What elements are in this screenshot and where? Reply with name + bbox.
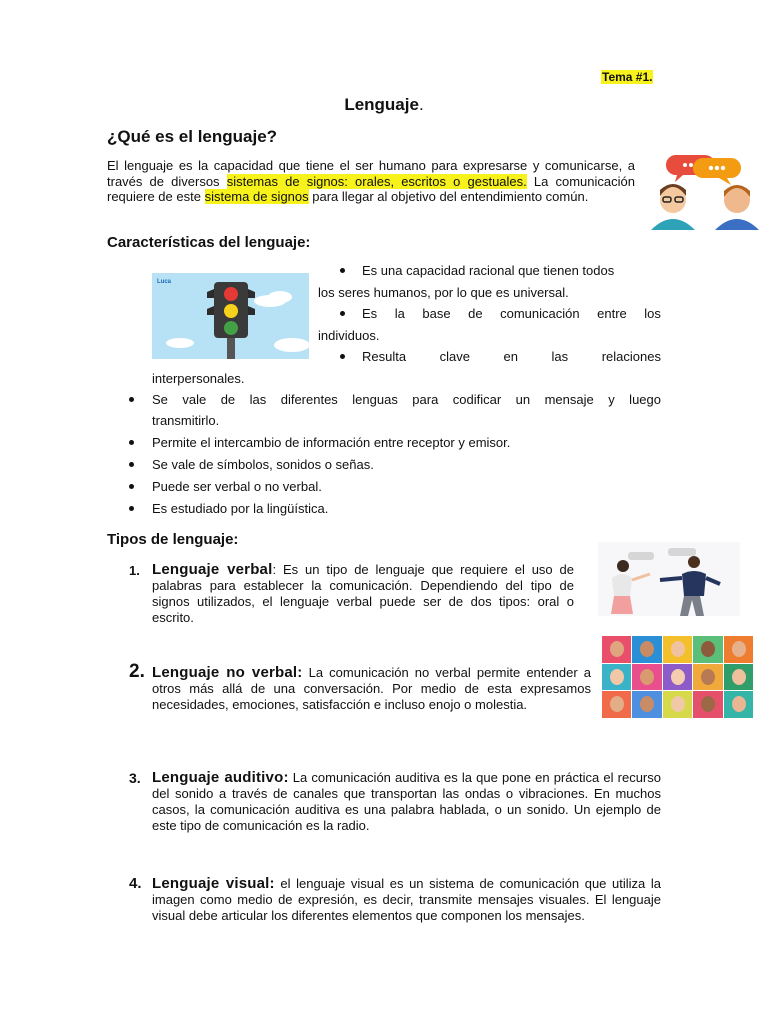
face-tile [724, 691, 753, 718]
word: en [503, 349, 518, 364]
type-4-text: el lenguaje visual es un sistema de comunicación que utiliza la imagen como medio de expresión, es decir, transmite mensajes visuales. El lenguaje visual debe articular los diferentes elementos que componen los mensajes. [152, 876, 662, 923]
word: clave [439, 349, 470, 364]
bullet-dot [129, 484, 134, 489]
traffic-image-caption: Luca [157, 279, 172, 285]
bullet-dot [129, 397, 134, 402]
characteristic-5: Permite el intercambio de información entre receptor y emisor. [152, 435, 511, 450]
facial-expressions-grid [602, 636, 753, 718]
bullet-dot [129, 440, 134, 445]
face-tile [663, 691, 692, 718]
bullet-dot [340, 268, 345, 273]
face-tile [693, 636, 722, 663]
chat-people-illustration [645, 150, 767, 230]
type-3-text: La comunicación auditiva es la que pone en práctica el recurso del sonido a través de canales que transportan las ondas o vibraciones. En muchos casos, la comunicación auditiva es una palabra hablada, o un sonido. Un ejemplo de este tipo de comunicación es la radio. [152, 770, 661, 833]
intro-text-3: para llegar al objetivo del entendimiento común. [308, 189, 589, 205]
word: los [644, 306, 661, 321]
word: entre [597, 306, 627, 321]
face-tile [724, 664, 753, 691]
word: Es [362, 306, 378, 321]
word: relaciones [601, 349, 661, 364]
bullet-dot [340, 354, 345, 359]
face-tile [693, 691, 722, 718]
bullet-dot [340, 311, 345, 316]
word: las [551, 349, 569, 364]
face-tile [693, 664, 722, 691]
conversation-illustration [598, 542, 740, 616]
characteristic-8: Es estudiado por la lingüística. [152, 501, 329, 516]
face-tile [663, 664, 692, 691]
word: Resulta [362, 349, 407, 364]
face-tile [632, 636, 661, 663]
characteristic-2-line-2: individuos. [318, 328, 380, 343]
type-4-key: Lenguaje visual: [152, 875, 275, 892]
face-tile [602, 691, 631, 718]
characteristic-3-line-1 [362, 348, 661, 365]
type-1-number: 1. [129, 563, 140, 578]
section-heading-what: ¿Qué es el lenguaje? [107, 127, 278, 146]
characteristic-2-line-1 [362, 305, 661, 322]
type-2-key: Lenguaje no verbal: [152, 664, 303, 681]
intro-paragraph [107, 158, 635, 205]
bullet-dot [129, 506, 134, 511]
type-4-paragraph [152, 876, 661, 924]
intro-highlight-2: sistema de signos [204, 189, 309, 205]
traffic-light-image [152, 273, 309, 359]
characteristic-1-line-1: Es una capacidad racional que tienen todos [362, 263, 615, 278]
page-title [0, 95, 768, 115]
type-4-number: 4. [129, 875, 142, 892]
type-3-number: 3. [129, 770, 141, 786]
characteristic-6: Se vale de símbolos, sonidos o señas. [152, 457, 374, 472]
face-tile [663, 636, 692, 663]
type-1-paragraph [152, 562, 574, 626]
word: de [468, 306, 483, 321]
section-heading-types: Tipos de lenguaje: [107, 531, 239, 548]
type-1-key: Lenguaje verbal [152, 561, 273, 578]
face-tile [724, 636, 753, 663]
type-2-paragraph [152, 665, 591, 713]
face-tile [602, 636, 631, 663]
characteristic-4-line-2: transmitirlo. [152, 413, 220, 428]
face-tile [602, 664, 631, 691]
type-1-text: Es un tipo de lenguaje que requiere el uso de palabras para establecer la comunicación. Dependiendo del tipo de signos utilizados, el lenguaje verbal puede ser de dos tipos: oral o escrito. [152, 562, 575, 625]
type-2-text: La comunicación no verbal permite entender a otros más allá de una conversación. Por medio de esta expresamos necesidades, emociones, satisfacción e incluso enojo o molestia. [152, 665, 591, 712]
title-text: Lenguaje [344, 95, 419, 114]
word: base [422, 306, 451, 321]
characteristic-4-line-1: Se vale de las diferentes lenguas para codificar un mensaje y luego [152, 392, 661, 407]
characteristic-3-line-2: interpersonales. [152, 371, 245, 386]
word: comunicación [500, 306, 580, 321]
type-3-key: Lenguaje auditivo: [152, 769, 289, 786]
topic-label: Tema #1. [602, 70, 653, 84]
characteristic-7: Puede ser verbal o no verbal. [152, 479, 322, 494]
section-heading-characteristics: Características del lenguaje: [107, 234, 311, 251]
face-tile [632, 691, 661, 718]
type-2-number: 2. [129, 661, 145, 682]
intro-text-1: El lenguaje es la capacidad que tiene el ser humano para expresarse y comunicarse, a través de diversos [107, 158, 635, 189]
intro-text-2: La comunicación requiere de este [107, 173, 635, 205]
type-1-colon: : [272, 562, 277, 577]
type-3-paragraph [152, 770, 661, 834]
bullet-dot [129, 462, 134, 467]
title-period: . [418, 95, 424, 114]
word: la [394, 306, 405, 321]
intro-highlight-1: sistemas de signos: orales, escritos o gestuales. [226, 173, 527, 189]
face-tile [632, 664, 661, 691]
characteristic-1-line-2: los seres humanos, por lo que es universal. [318, 285, 569, 300]
